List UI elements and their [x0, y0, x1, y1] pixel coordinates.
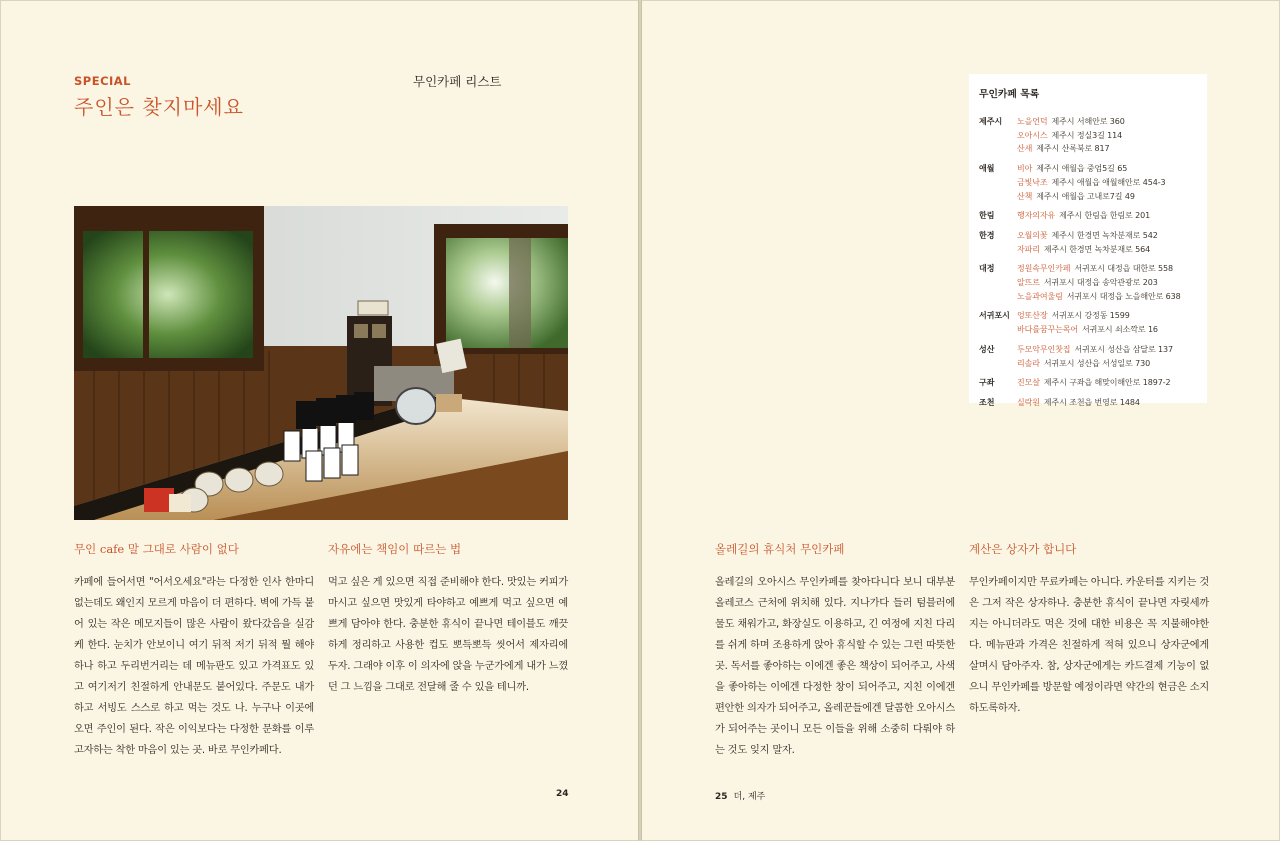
cafe-name: 두모악무인찻집 [1017, 344, 1071, 354]
cafe-entry [1017, 276, 1197, 290]
cafe-address: 제주시 산록북로 817 [1036, 144, 1110, 154]
region-name: 성산 [979, 344, 995, 354]
cafe-entry [1017, 162, 1197, 176]
column-body: 올레길의 오아시스 무인카페를 찾아다니다 보니 대부분 올레코스 근처에 위치해 있다. 지나가다 들러 텀블러에 물도 채워가고, 화장실도 이용하고, 긴 여정에 지친 다리를 쉬게 하며 조용하게 앉아 휴식할 수 있는 그런 따뜻한 곳. 독서를 좋아하는 이에겐 좋은 책상이 되어주고, 사색을 좋아하는 이에겐 다정한 창이 되어주고, 지친 이에겐 편안한 의자가 되어주고, 올레꾼들에겐 달콤한 오아시스가 되어주는 곳이니 모든 이들을 위해 소중히 다뤄야 하는 것도 잊지 말자. [715, 577, 955, 756]
section-kicker: SPECIAL [74, 74, 132, 88]
cafe-entry [1017, 115, 1197, 129]
column-body: 먹고 싶은 게 있으면 직접 준비해야 한다. 맛있는 커피가 마시고 싶으면 맛있게 타야하고 예쁘게 먹고 싶으면 예쁘게 담아야 한다. 충분한 휴식이 끝나면 테이블도 깨끗하게 정리하고 사용한 컵도 뽀득뽀득 씻어서 제자리에 두자. 그래야 이후 이 의자에 앉을 누군가에게 내가 느꼈던 그 느낌을 그대로 전달해 줄 수 있을 테니까. [328, 577, 568, 693]
column-title: 계산은 상자가 합니다 [969, 542, 1077, 556]
cafe-address: 서귀포시 강정동 1599 [1051, 311, 1130, 321]
page-footer [715, 789, 765, 802]
cafe-address: 제주시 한경면 녹차분재로 542 [1051, 230, 1158, 240]
region-row [979, 376, 1197, 390]
region-name: 조천 [979, 397, 995, 407]
region-cafes [1017, 262, 1197, 303]
cafe-entry [1017, 209, 1197, 223]
page-number: 24 [556, 789, 569, 799]
cafe-address: 서귀포시 대정읍 대한로 558 [1074, 264, 1173, 274]
cafe-name: 산새 [1017, 144, 1033, 154]
region-name: 한경 [979, 230, 995, 240]
column-title: 무인 cafe 말 그대로 사람이 없다 [74, 542, 239, 556]
cafe-address: 제주시 한경면 녹차분재로 564 [1043, 244, 1151, 254]
region-row [979, 229, 1197, 256]
list-label: 무인카페 리스트 [413, 74, 502, 89]
cafe-name: 행자의자유 [1017, 211, 1056, 221]
cafe-address: 제주시 애월읍 애월해안로 454-3 [1051, 177, 1166, 187]
region-cafes [1017, 115, 1197, 156]
region-cafes [1017, 209, 1197, 223]
region-cafes [1017, 376, 1197, 390]
cafe-address: 서귀포시 쇠소깍로 16 [1082, 325, 1158, 335]
cafe-address: 제주시 구좌읍 해맞이해안로 1897-2 [1043, 378, 1171, 388]
cafe-name: 정원속무인카페 [1017, 264, 1071, 274]
cafe-name: 바다를꿈꾸는목어 [1017, 325, 1079, 335]
cafe-name: 오월의꽃 [1017, 230, 1048, 240]
cafe-entry [1017, 323, 1197, 337]
cafe-interior-photo [74, 206, 568, 520]
region-name: 구좌 [979, 378, 995, 388]
cafe-entry [1017, 229, 1197, 243]
cafe-entry [1017, 357, 1197, 371]
cafe-entry [1017, 142, 1197, 156]
cafe-address: 제주시 애월읍 중엄5길 65 [1036, 164, 1128, 174]
cafe-entry [1017, 343, 1197, 357]
cafe-entry [1017, 190, 1197, 204]
cafe-address: 서귀포시 대정읍 송악관광로 203 [1043, 278, 1158, 288]
region-name: 제주시 [979, 117, 1003, 126]
cafe-name: 노을언덕 [1017, 117, 1048, 126]
cafe-name: 진모살 [1017, 378, 1040, 388]
region-name: 한림 [979, 211, 995, 221]
article-headline: 주인은 찾지마세요 [74, 95, 244, 119]
column-body: 카페에 들어서면 "어서오세요"라는 다정한 인사 한마디 없는데도 왜인지 모르게 마음이 더 편하다. 벽에 가득 붙어 있는 작은 메모지들이 많은 사람이 왔다갔음을 실감케 한다. 눈치가 안보이니 여기 뒤적 저기 뒤적 뭘 해야 하나 하고 두리번거리는 데 메뉴판도 있고 가격표도 있고 여기저기 친절하게 안내문도 붙어있다. 주문도 내가 하고 서빙도 스스로 하고 먹는 것도 나. 누구나 이곳에 오면 주인이 된다. 작은 이익보다는 다정한 문화를 이루고자하는 착한 마음이 있는 곳. 바로 무인카페다. [74, 577, 314, 756]
cafe-list-box [969, 74, 1207, 407]
cafe-entry [1017, 290, 1197, 304]
region-row [979, 209, 1197, 223]
cafe-entry [1017, 262, 1197, 276]
column-olle-rest-stop [715, 541, 955, 761]
right-page [641, 0, 1280, 841]
region-row [979, 115, 1197, 156]
region-row [979, 262, 1197, 303]
left-page [0, 0, 639, 841]
region-cafes [1017, 229, 1197, 256]
cafe-name: 리솔라 [1017, 358, 1040, 368]
column-title: 자유에는 책임이 따르는 법 [328, 542, 462, 556]
region-cafes [1017, 162, 1197, 203]
cafe-name: 비아 [1017, 164, 1033, 174]
cafe-name: 알뜨르 [1017, 278, 1040, 288]
column-unmanned-cafe [74, 541, 314, 761]
region-row [979, 343, 1197, 370]
region-cafes [1017, 396, 1197, 410]
column-body: 무인카페이지만 무료카페는 아니다. 카운터를 지키는 것은 그저 작은 상자하나. 충분한 휴식이 끝나면 자릿세까지는 아니더라도 먹은 것에 대한 비용은 꼭 지불해야한다. 메뉴판과 가격은 친절하게 적혀 있으니 상자군에게 살며시 담아주자. 참, 상자군에게는 카드결제 기능이 없으니 무인카페를 방문할 예정이라면 약간의 현금은 소지하도록하자. [969, 577, 1209, 714]
region-cafes [1017, 343, 1197, 370]
region-row [979, 309, 1197, 336]
cafe-name: 산책 [1017, 191, 1033, 201]
region-name: 서귀포시 [979, 311, 1010, 321]
cafe-address: 제주시 서해안로 360 [1051, 117, 1125, 126]
cafe-name: 엉또산장 [1017, 311, 1048, 321]
cafe-name: 오아시스 [1017, 130, 1048, 140]
region-name: 대정 [979, 264, 995, 274]
cafe-name: 자파리 [1017, 244, 1040, 254]
cafe-entry [1017, 176, 1197, 190]
cafe-name: 실락원 [1017, 397, 1040, 407]
region-list [979, 115, 1197, 410]
column-freedom-responsibility [328, 541, 568, 698]
cafe-address: 제주시 조천읍 번영로 1484 [1043, 397, 1140, 407]
cafe-list-title: 무인카페 목록 [979, 89, 1040, 100]
cafe-name: 노을과여울림 [1017, 291, 1063, 301]
cafe-entry [1017, 309, 1197, 323]
cafe-address: 제주시 한림읍 한림로 201 [1059, 211, 1151, 221]
cafe-name: 금빛낙조 [1017, 177, 1048, 187]
region-name: 애월 [979, 164, 995, 174]
cafe-address: 서귀포시 성산읍 삼달로 137 [1074, 344, 1173, 354]
region-row [979, 162, 1197, 203]
section-name: 더, 제주 [733, 792, 766, 802]
cafe-address: 서귀포시 대정읍 노을해안로 638 [1066, 291, 1181, 301]
column-title: 올레길의 휴식처 무인카페 [715, 542, 845, 556]
cafe-entry [1017, 396, 1197, 410]
column-box-pays [969, 541, 1209, 719]
cafe-entry [1017, 129, 1197, 143]
region-cafes [1017, 309, 1197, 336]
region-row [979, 396, 1197, 410]
cafe-address: 서귀포시 성산읍 서성일로 730 [1043, 358, 1151, 368]
cafe-address: 제주시 애월읍 고내로7길 49 [1036, 191, 1135, 201]
cafe-entry [1017, 376, 1197, 390]
cafe-entry [1017, 243, 1197, 257]
cafe-address: 제주시 정실3길 114 [1051, 130, 1123, 140]
page-number: 25 [715, 792, 728, 802]
